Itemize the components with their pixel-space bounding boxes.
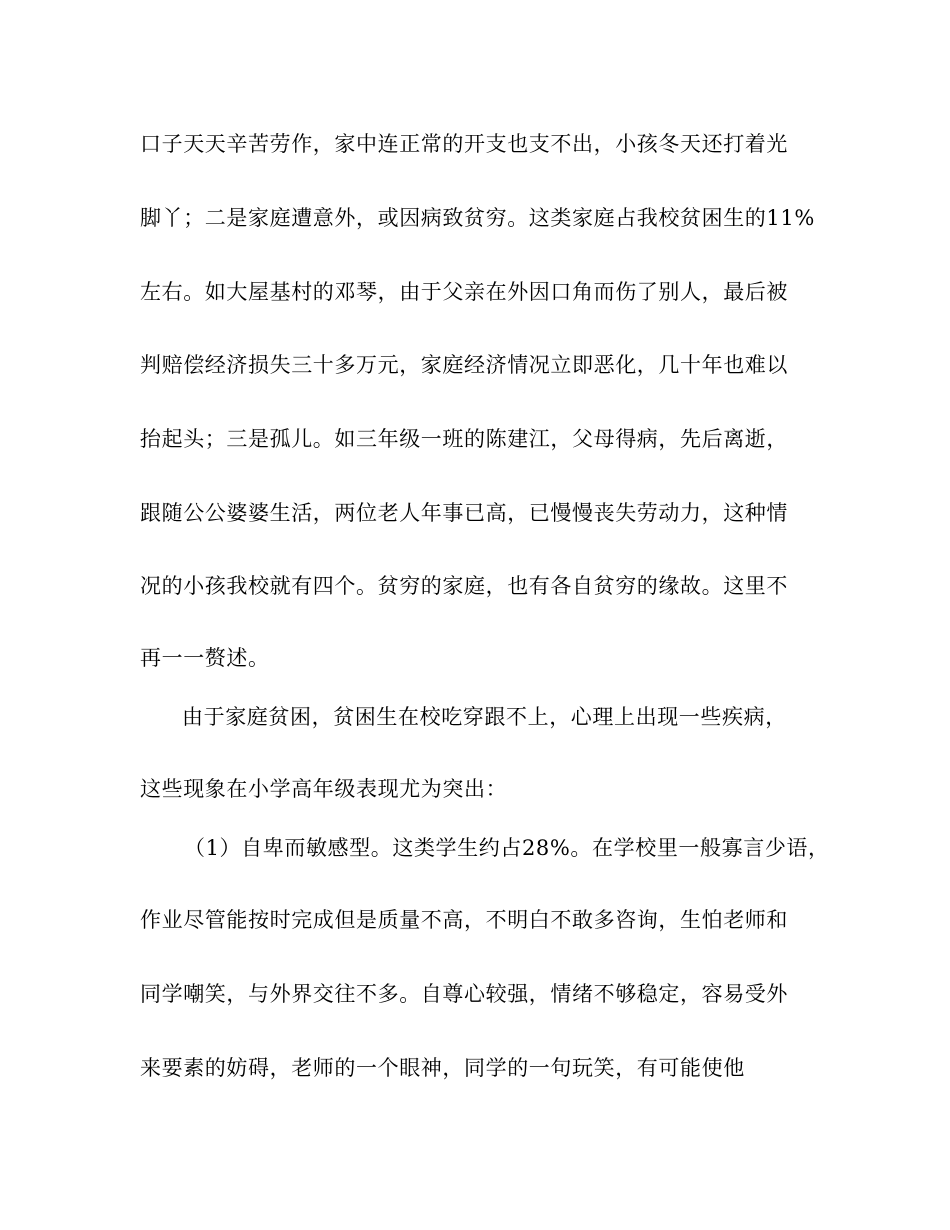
text-line: 口子天天辛苦劳作，家中连正常的开支也支不出，小孩冬天还打着光 [140, 132, 788, 156]
list-item-first-line: （1）自卑而敏感型。这类学生约占28%。在学校里一般寡言少语， [184, 836, 830, 860]
text-line: 同学嘲笑，与外界交往不多。自尊心较强，情绪不够稳定，容易受外 [140, 982, 788, 1006]
text-line: 再一一赘述。 [140, 646, 270, 670]
paragraph-first-line: 由于家庭贫困，贫困生在校吃穿跟不上，心理上出现一些疾病， [182, 705, 787, 729]
text-line: 况的小孩我校就有四个。贫穷的家庭，也有各自贫穷的缘故。这里不 [140, 574, 788, 598]
text-line: 来要素的妨碍，老师的一个眼神，同学的一句玩笑，有可能使他 [140, 1056, 745, 1080]
text-line: 作业尽管能按时完成但是质量不高，不明白不敢多咨询，生怕老师和 [140, 908, 788, 932]
text-line: 脚丫；二是家庭遭意外，或因病致贫穷。这类家庭占我校贫困生的11% [140, 206, 815, 230]
text-line: 抬起头；三是孤儿。如三年级一班的陈建江，父母得病，先后离逝， [140, 427, 788, 451]
text-line: 这些现象在小学高年级表现尤为突出： [140, 777, 508, 801]
text-line: 判赔偿经济损失三十多万元，家庭经济情况立即恶化，几十年也难以 [140, 353, 788, 377]
text-line: 跟随公公婆婆生活，两位老人年事已高，已慢慢丧失劳动力，这种情 [140, 501, 788, 525]
text-line: 左右。如大屋基村的邓琴，由于父亲在外因口角而伤了别人，最后被 [140, 280, 788, 304]
